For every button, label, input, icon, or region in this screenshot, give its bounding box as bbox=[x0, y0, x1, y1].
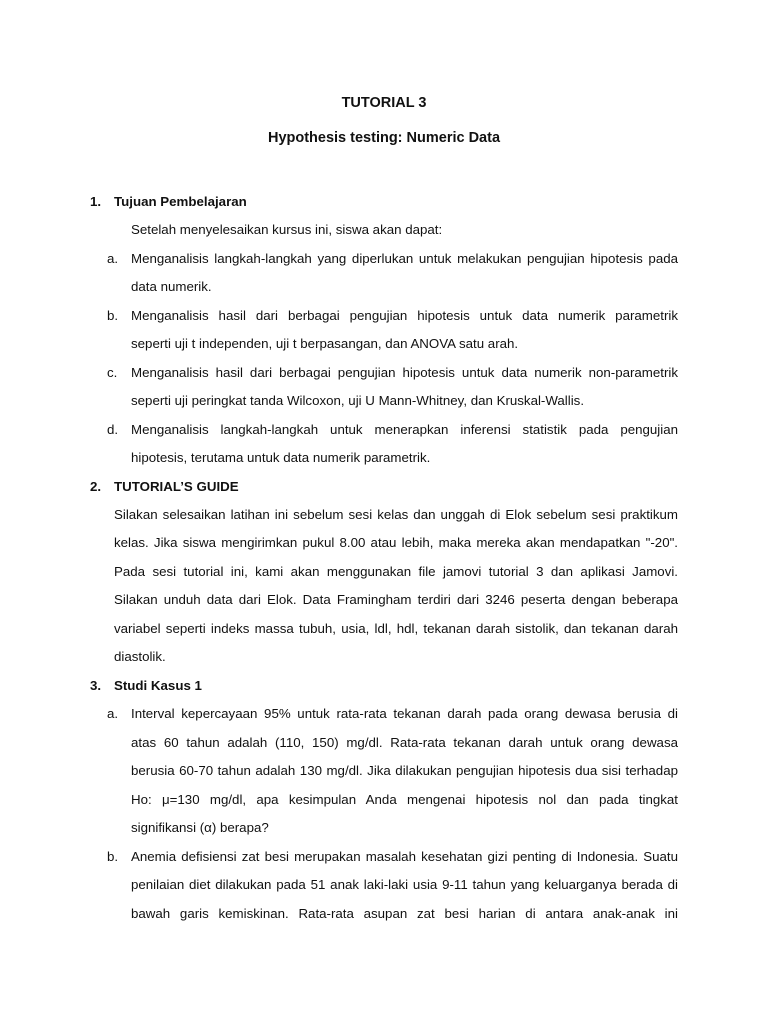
list-marker: b. bbox=[107, 308, 119, 323]
section-heading: TUTORIAL’S GUIDE bbox=[114, 479, 239, 494]
list-item-line: signifikansi (α) berapa? bbox=[131, 820, 269, 835]
section-number: 2. bbox=[90, 479, 102, 494]
list-marker: d. bbox=[107, 422, 119, 437]
paragraph-line: kelas. Jika siswa mengirimkan pukul 8.00 atau lebih, maka mereka akan mendapatkan "-20". bbox=[114, 535, 678, 550]
list-item-line: berusia 60-70 tahun adalah 130 mg/dl. Jika dilakukan pengujian hipotesis dua sisi terhadap bbox=[131, 763, 678, 778]
list-item-line: Menganalisis langkah-langkah yang diperlukan untuk melakukan pengujian hipotesis pada bbox=[131, 251, 678, 266]
list-item-line: Menganalisis hasil dari berbagai pengujian hipotesis untuk data numerik non-parametrik bbox=[131, 365, 678, 380]
list-item-line: Menganalisis langkah-langkah untuk menerapkan inferensi statistik pada pengujian bbox=[131, 422, 678, 437]
list-item-line: seperti uji t independen, uji t berpasangan, dan ANOVA satu arah. bbox=[131, 336, 519, 351]
list-item-line: bawah garis kemiskinan. Rata-rata asupan zat besi harian di antara anak-anak ini bbox=[131, 906, 678, 921]
list-item-line: Menganalisis hasil dari berbagai pengujian hipotesis untuk data numerik parametrik bbox=[131, 308, 678, 323]
paragraph-line: Silakan unduh data dari Elok. Data Framingham terdiri dari 3246 peserta dengan beberapa bbox=[114, 592, 678, 607]
list-item-line: Anemia defisiensi zat besi merupakan masalah kesehatan gizi penting di Indonesia. Suatu bbox=[131, 849, 678, 864]
list-item-line: Ho: μ=130 mg/dl, apa kesimpulan Anda mengenai hipotesis nol dan pada tingkat bbox=[131, 792, 678, 807]
section-number: 3. bbox=[90, 678, 102, 693]
list-marker: a. bbox=[107, 251, 119, 266]
paragraph-line: Silakan selesaikan latihan ini sebelum sesi kelas dan unggah di Elok sebelum sesi praktikum bbox=[114, 507, 678, 522]
list-item-line: Interval kepercayaan 95% untuk rata-rata tekanan darah pada orang dewasa berusia di bbox=[131, 706, 678, 721]
list-item-line: data numerik. bbox=[131, 279, 212, 294]
section-number: 1. bbox=[90, 194, 102, 209]
section-heading: Tujuan Pembelajaran bbox=[114, 194, 247, 209]
list-marker: c. bbox=[107, 365, 118, 380]
list-item-line: penilaian diet dilakukan pada 51 anak laki-laki usia 9-11 tahun yang keluarganya berada di bbox=[131, 877, 678, 892]
list-marker: b. bbox=[107, 849, 119, 864]
paragraph-line: Pada sesi tutorial ini, kami akan menggunakan file jamovi tutorial 3 dan aplikasi Jamovi. bbox=[114, 564, 678, 579]
document-title: TUTORIAL 3 bbox=[341, 95, 427, 111]
paragraph-line: variabel seperti indeks massa tubuh, usia, ldl, hdl, tekanan darah sistolik, dan tekanan darah bbox=[114, 621, 678, 636]
list-item-line: hipotesis, terutama untuk data numerik parametrik. bbox=[131, 450, 431, 465]
list-item-line: seperti uji peringkat tanda Wilcoxon, uji U Mann-Whitney, dan Kruskal-Wallis. bbox=[131, 393, 585, 408]
document-subtitle: Hypothesis testing: Numeric Data bbox=[267, 130, 501, 146]
paragraph-line: diastolik. bbox=[114, 649, 166, 664]
section-heading: Studi Kasus 1 bbox=[114, 678, 202, 693]
list-item-line: atas 60 tahun adalah (110, 150) mg/dl. Rata-rata tekanan darah untuk orang dewasa bbox=[131, 735, 678, 750]
list-marker: a. bbox=[107, 706, 119, 721]
section-intro: Setelah menyelesaikan kursus ini, siswa akan dapat: bbox=[131, 222, 443, 237]
